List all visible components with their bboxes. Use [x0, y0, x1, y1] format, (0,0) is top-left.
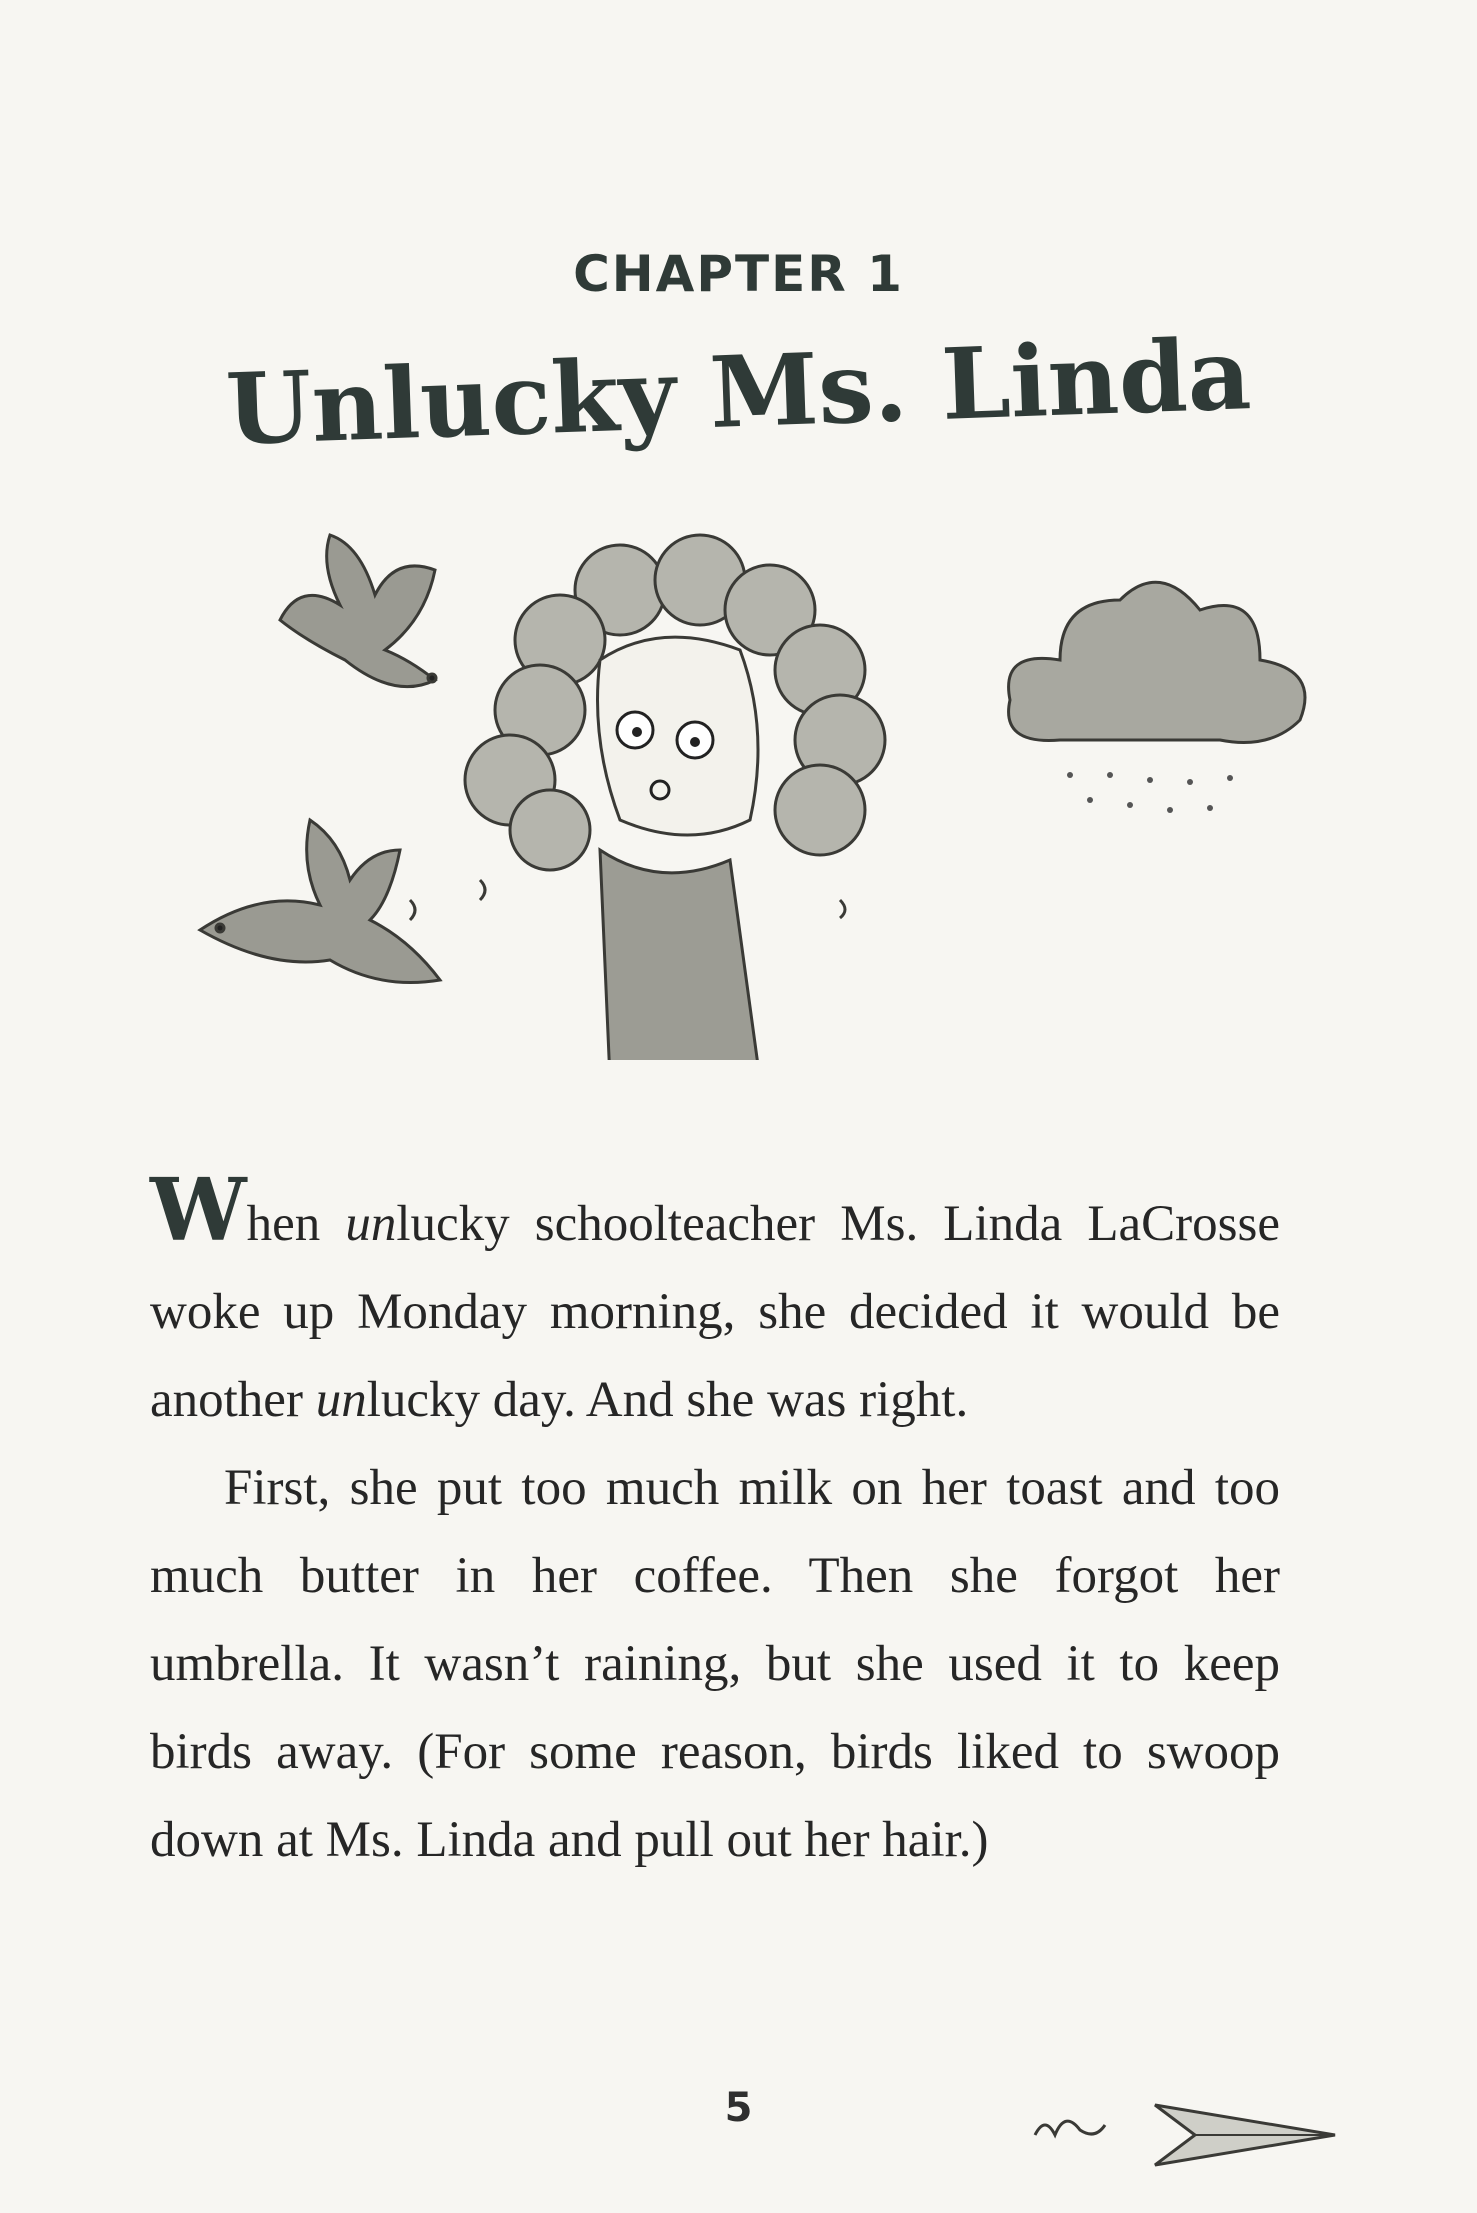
- text-run: hen: [246, 1196, 346, 1252]
- italic-run: un: [315, 1372, 367, 1428]
- chapter-illustration: [180, 520, 1310, 1060]
- rain-cloud-icon: [1009, 582, 1305, 813]
- paragraph-2: First, she put too much milk on her toast and too much butter in her coffee. Then she forgot her umbrella. It wasn’t raining, but she used it to keep birds away. (For some reason, birds liked to swoop down at Ms. Linda and pull out her hair.): [150, 1460, 1280, 1868]
- paper-plane-icon: [1025, 2075, 1345, 2175]
- girl-with-curly-hair: [465, 535, 885, 1060]
- page-number: 5: [724, 2085, 753, 2131]
- italic-run: un: [345, 1196, 397, 1252]
- bird-icon: [200, 820, 440, 983]
- paragraph-1: [150, 1160, 1281, 1444]
- text-run: lucky day. And she was right.: [366, 1372, 969, 1428]
- story-text: [150, 1160, 1281, 1884]
- chapter-label: CHAPTER 1: [573, 245, 904, 303]
- drop-cap: W: [150, 1160, 247, 1261]
- text-run: lucky schoolteacher Ms. Linda LaCrosse woke up Monday morning, she decided it would be another: [150, 1196, 1281, 1428]
- bird-icon: [280, 535, 436, 687]
- chapter-title: Unlucky Ms. Linda: [224, 317, 1253, 468]
